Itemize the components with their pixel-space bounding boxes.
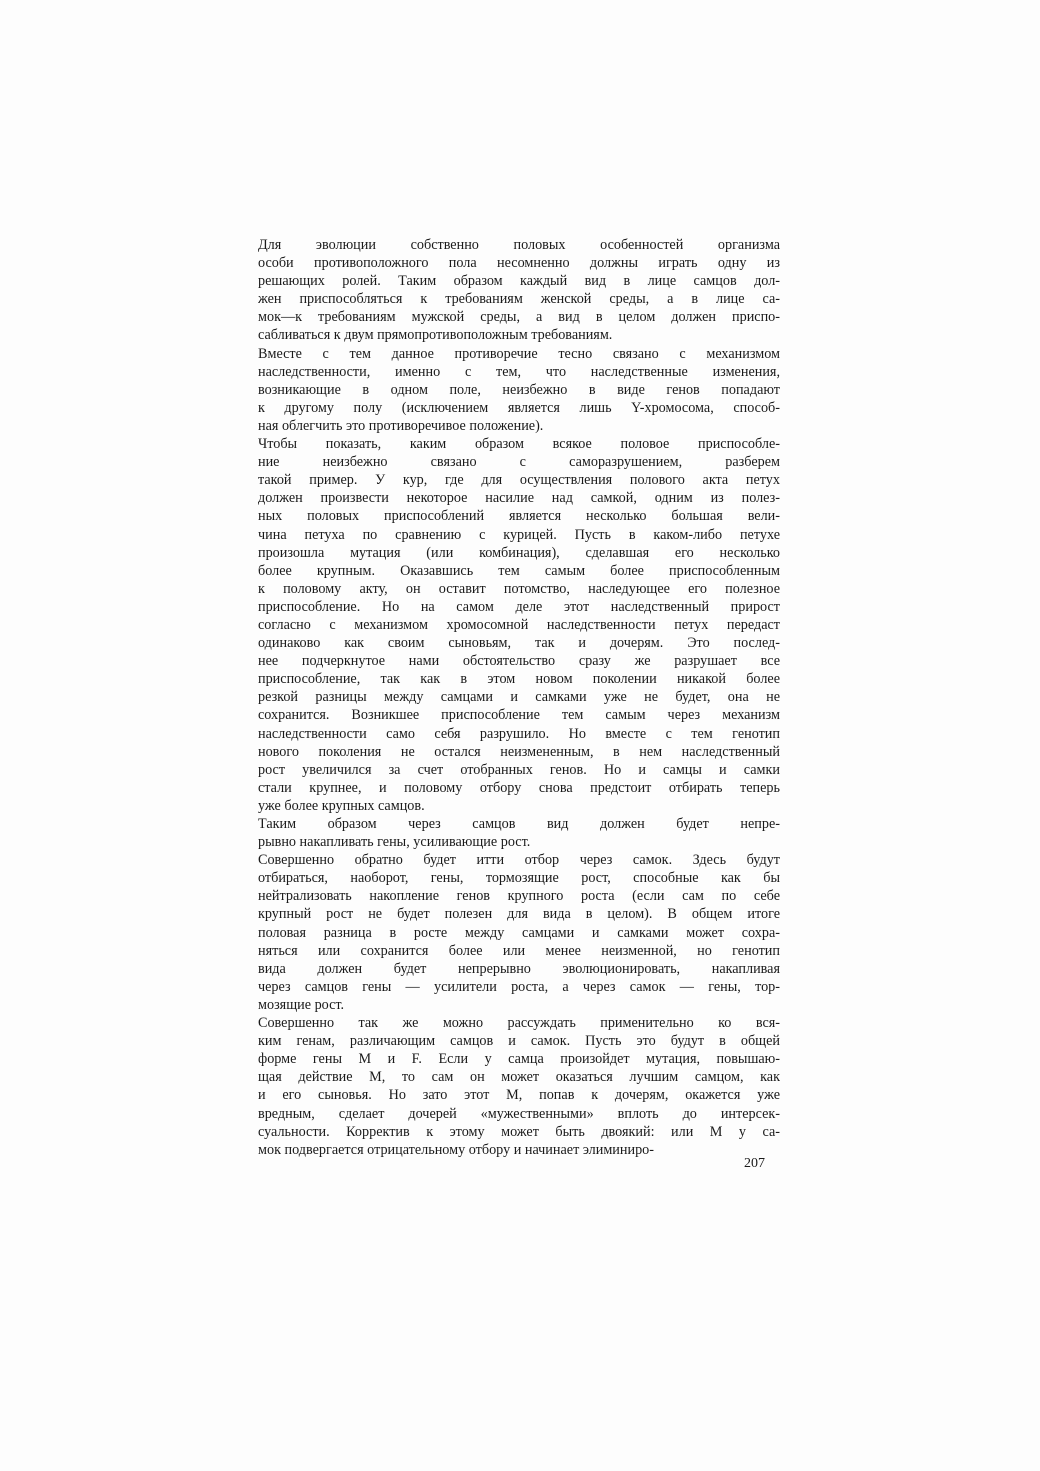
text-line: половая разница в росте между самцами и самками может сохра-: [258, 924, 780, 941]
paragraph: [258, 345, 780, 435]
text-line: должен произвести некоторое насилие над самкой, одним из полез-: [258, 490, 780, 507]
text-line: к половому акту, он оставит потомство, наследующее его полезное: [258, 580, 780, 597]
text-line: одинаково как своим сыновьям, так и дочерям. Это послед-: [258, 635, 780, 652]
text-line: резкой разницы между самцами и самками уже не будет, она не: [258, 689, 780, 706]
text-line: наследственности, именно с тем, что наследственные изменения,: [258, 363, 780, 380]
paragraph: [258, 236, 780, 345]
text-line: нее подчеркнутое нами обстоятельство сразу же разрушает все: [258, 653, 780, 670]
text-line: ная облегчить это противоречивое положение).: [258, 417, 544, 434]
text-line: через самцов гены — усилители роста, а через самок — гены, тор-: [258, 978, 780, 995]
text-line: произошла мутация (или комбинация), сделавшая его несколько: [258, 544, 780, 561]
paragraph: [258, 815, 780, 851]
text-line: Таким образом через самцов вид должен будет непре-: [258, 816, 780, 832]
text-line: стали крупнее, и половому отбору снова предстоит отбирать теперь: [258, 779, 780, 796]
text-line: возникающие в одном поле, неизбежно в виде генов попадают: [258, 381, 780, 398]
text-line: Для эволюции собственно половых особенностей организма: [258, 237, 780, 253]
text-line: мозящие рост.: [258, 996, 345, 1013]
text-line: к другому полу (исключением является лишь Y-хромосома, способ-: [258, 399, 780, 416]
text-line: суальности. Корректив к этому может быть двоякий: или M у са-: [258, 1123, 780, 1140]
text-line: жен приспособляться к требованиям женской среды, а в лице са-: [258, 291, 780, 308]
text-line: ким генам, различающим самцов и самок. Пусть это будут в общей: [258, 1033, 780, 1050]
text-line: чина петуха по сравнению с курицей. Пусть в каком-либо петухе: [258, 526, 780, 543]
text-line: более крупным. Оказавшись тем самым более приспособленным: [258, 562, 780, 579]
text-line: ние неизбежно связано с саморазрушением, разберем: [258, 454, 780, 471]
text-line: отбираться, наоборот, гены, тормозящие рост, способные как бы: [258, 870, 780, 887]
paragraph: [258, 435, 780, 815]
text-line: наследственности само себя разрушило. Но вместе с тем генотип: [258, 725, 780, 742]
text-line: ных половых приспособлений является несколько большая вели-: [258, 508, 780, 525]
text-line: Чтобы показать, каким образом всякое половое приспособле-: [258, 436, 780, 453]
text-line: приспособление, так как в этом новом поколении никакой более: [258, 671, 780, 688]
text-line: няться или сохранится более или менее неизменной, но генотип: [258, 942, 780, 959]
text-line: согласно с механизмом хромосомной наследственности петух передаст: [258, 616, 780, 633]
text-line: мок подвергается отрицательному отбору и начинает элиминиро-: [258, 1141, 655, 1158]
page-number: 207: [744, 1156, 765, 1171]
text-line: решающих ролей. Таким образом каждый вид в лице самцов дол-: [258, 273, 780, 290]
text-line: мок—к требованиям мужской среды, а вид в целом должен приспо-: [258, 309, 780, 326]
text-line: рост увеличился за счет отобранных генов. Но и самцы и самки: [258, 761, 780, 778]
text-line: вредным, сделает дочерей «мужественными» вплоть до интерсек-: [258, 1105, 780, 1122]
text-line: такой пример. У кур, где для осуществления полового акта петух: [258, 472, 780, 489]
text-line: форме гены M и F. Если у самца произойдет мутация, повышаю-: [258, 1051, 780, 1068]
body-text: [258, 236, 780, 1159]
text-line: крупный рост не будет полезен для вида в целом). В общем итоге: [258, 906, 780, 923]
text-line: Вместе с тем данное противоречие тесно связано с механизмом: [258, 345, 780, 362]
text-line: сохранится. Возникшее приспособление тем самым через механизм: [258, 707, 780, 724]
text-line: приспособление. Но на самом деле этот наследственный прирост: [258, 598, 780, 615]
text-line: Совершенно обратно будет итти отбор через самок. Здесь будут: [258, 852, 780, 869]
text-line: рывно накапливать гены, усиливающие рост.: [258, 834, 531, 851]
paragraph: [258, 851, 780, 1014]
text-line: нейтрализовать накопление генов крупного роста (если сам по себе: [258, 888, 780, 905]
text-line: нового поколения не остался неизмененным, в нем наследственный: [258, 743, 780, 760]
paragraph: [258, 1014, 780, 1159]
text-line: вида должен будет непрерывно эволюционировать, накапливая: [258, 960, 780, 977]
text-line: Совершенно так же можно рассуждать применительно ко вся-: [258, 1015, 780, 1032]
text-line: сабливаться к двум прямопротивоположным требованиям.: [258, 327, 613, 344]
text-line: и его сыновья. Но зато этот M, попав к дочерям, окажется уже: [258, 1087, 780, 1104]
text-line: особи противоположного пола несомненно должны играть одну из: [258, 255, 780, 272]
text-line: уже более крупных самцов.: [258, 797, 425, 814]
text-line: щая действие M, то сам он может оказаться лучшим самцом, как: [258, 1069, 780, 1086]
